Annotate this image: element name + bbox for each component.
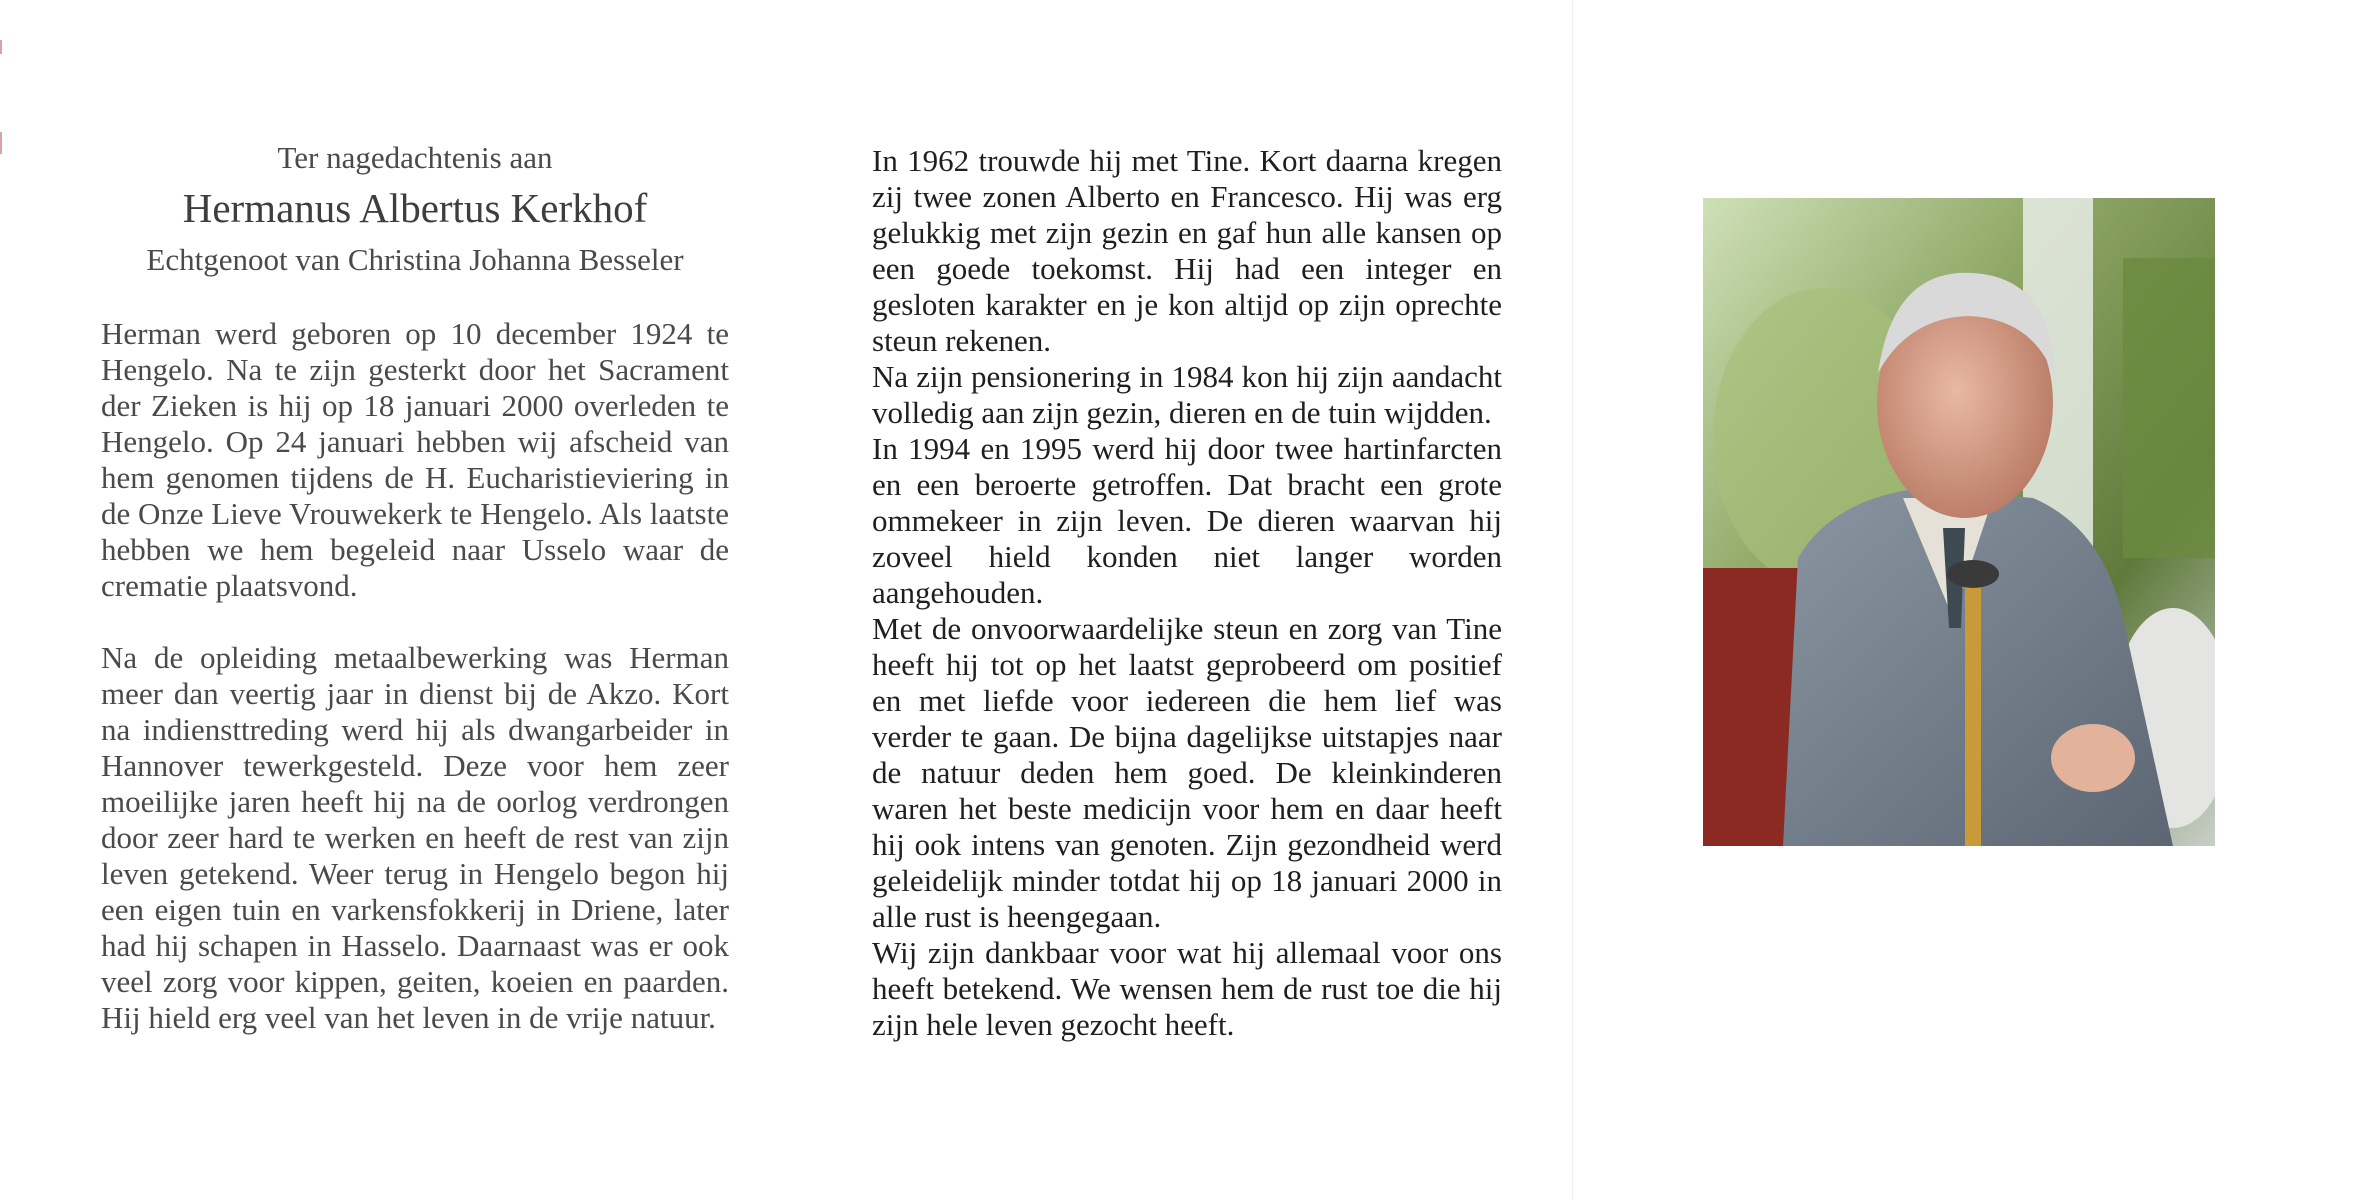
bio-paragraph: Met de onvoorwaardelijke steun en zorg van Tine heeft hij tot op het laatst geprobeerd om positief en met liefde voor iedereen die hem lief was verder te gaan. De bijna dagelijkse uitstapjes naar de natuur deden hem goed. De kleinkinderen waren het beste medicijn voor hem en daar heeft hij ook intens van genoten. Zijn gezondheid werd geleidelijk minder totdat hij op 18 januari 2000 in alle rust is heengegaan.	[872, 611, 1502, 934]
intro-line: Ter nagedachtenis aan	[277, 140, 553, 175]
scan-edge-mark	[0, 40, 2, 54]
bio-paragraph: Na de opleiding metaalbewerking was Herman meer dan veertig jaar in dienst bij de Akzo. Kort na indiensttreding werd hij als dwangarbeider in Hannover tewerkgesteld. Deze voor hem zeer moeilijke jaren heeft hij na de oorlog verdrongen door zeer hard te werken en heeft de rest van zijn leven getekend. Weer terug in Hengelo begon hij een eigen tuin en varkensfokkerij in Driene, later had hij schapen in Hasselo. Daarnaast was er ook veel zorg voor kippen, geiten, koeien en paarden. Hij hield erg veel van het leven in de vrije natuur.	[101, 640, 729, 1035]
spouse-line: Echtgenoot van Christina Johanna Besseler	[146, 242, 684, 277]
walking-cane	[1965, 578, 1981, 846]
bio-paragraph: In 1994 en 1995 werd hij door twee hartinfarcten en een beroerte getroffen. Dat bracht een grote ommekeer in zijn leven. De dieren waarvan hij zoveel hield konden niet langer worden aangehouden.	[872, 431, 1502, 610]
scan-edge-mark	[0, 132, 2, 154]
middle-column	[872, 143, 1502, 1043]
bio-paragraph: Wij zijn dankbaar voor wat hij allemaal voor ons heeft betekend. We wensen hem de rust toe die hij zijn hele leven gezocht heeft.	[872, 935, 1502, 1042]
plant-leaves	[2123, 258, 2215, 558]
bio-paragraph: Na zijn pensionering in 1984 kon hij zijn aandacht volledig aan zijn gezin, dieren en de tuin wijdden.	[872, 359, 1502, 430]
panel-divider	[1572, 0, 1573, 1200]
bio-paragraph: In 1962 trouwde hij met Tine. Kort daarna kregen zij twee zonen Alberto en Francesco. Hij was erg gelukkig met zijn gezin en gaf hun alle kansen op een goede toekomst. Hij had een integer en gesloten karakter en je kon altijd op zijn oprechte steun rekenen.	[872, 143, 1502, 358]
hand	[2051, 724, 2135, 792]
deceased-name: Hermanus Albertus Kerkhof	[182, 185, 648, 231]
cane-handle	[1947, 560, 1999, 588]
bio-paragraph: Herman werd geboren op 10 december 1924 te Hengelo. Na te zijn gesterkt door het Sacrament der Zieken is hij op 18 januari 2000 overleden te Hengelo. Op 24 januari hebben wij afscheid van hem genomen tijdens de H. Eucharistieviering in de Onze Lieve Vrouwekerk te Hengelo. Als laatste hebben we hem begeleid naar Usselo waar de crematie plaatsvond.	[101, 316, 729, 603]
portrait-illustration	[1703, 198, 2215, 846]
portrait-photo	[1703, 198, 2215, 846]
left-column	[101, 132, 729, 1036]
card-heading	[101, 140, 729, 278]
